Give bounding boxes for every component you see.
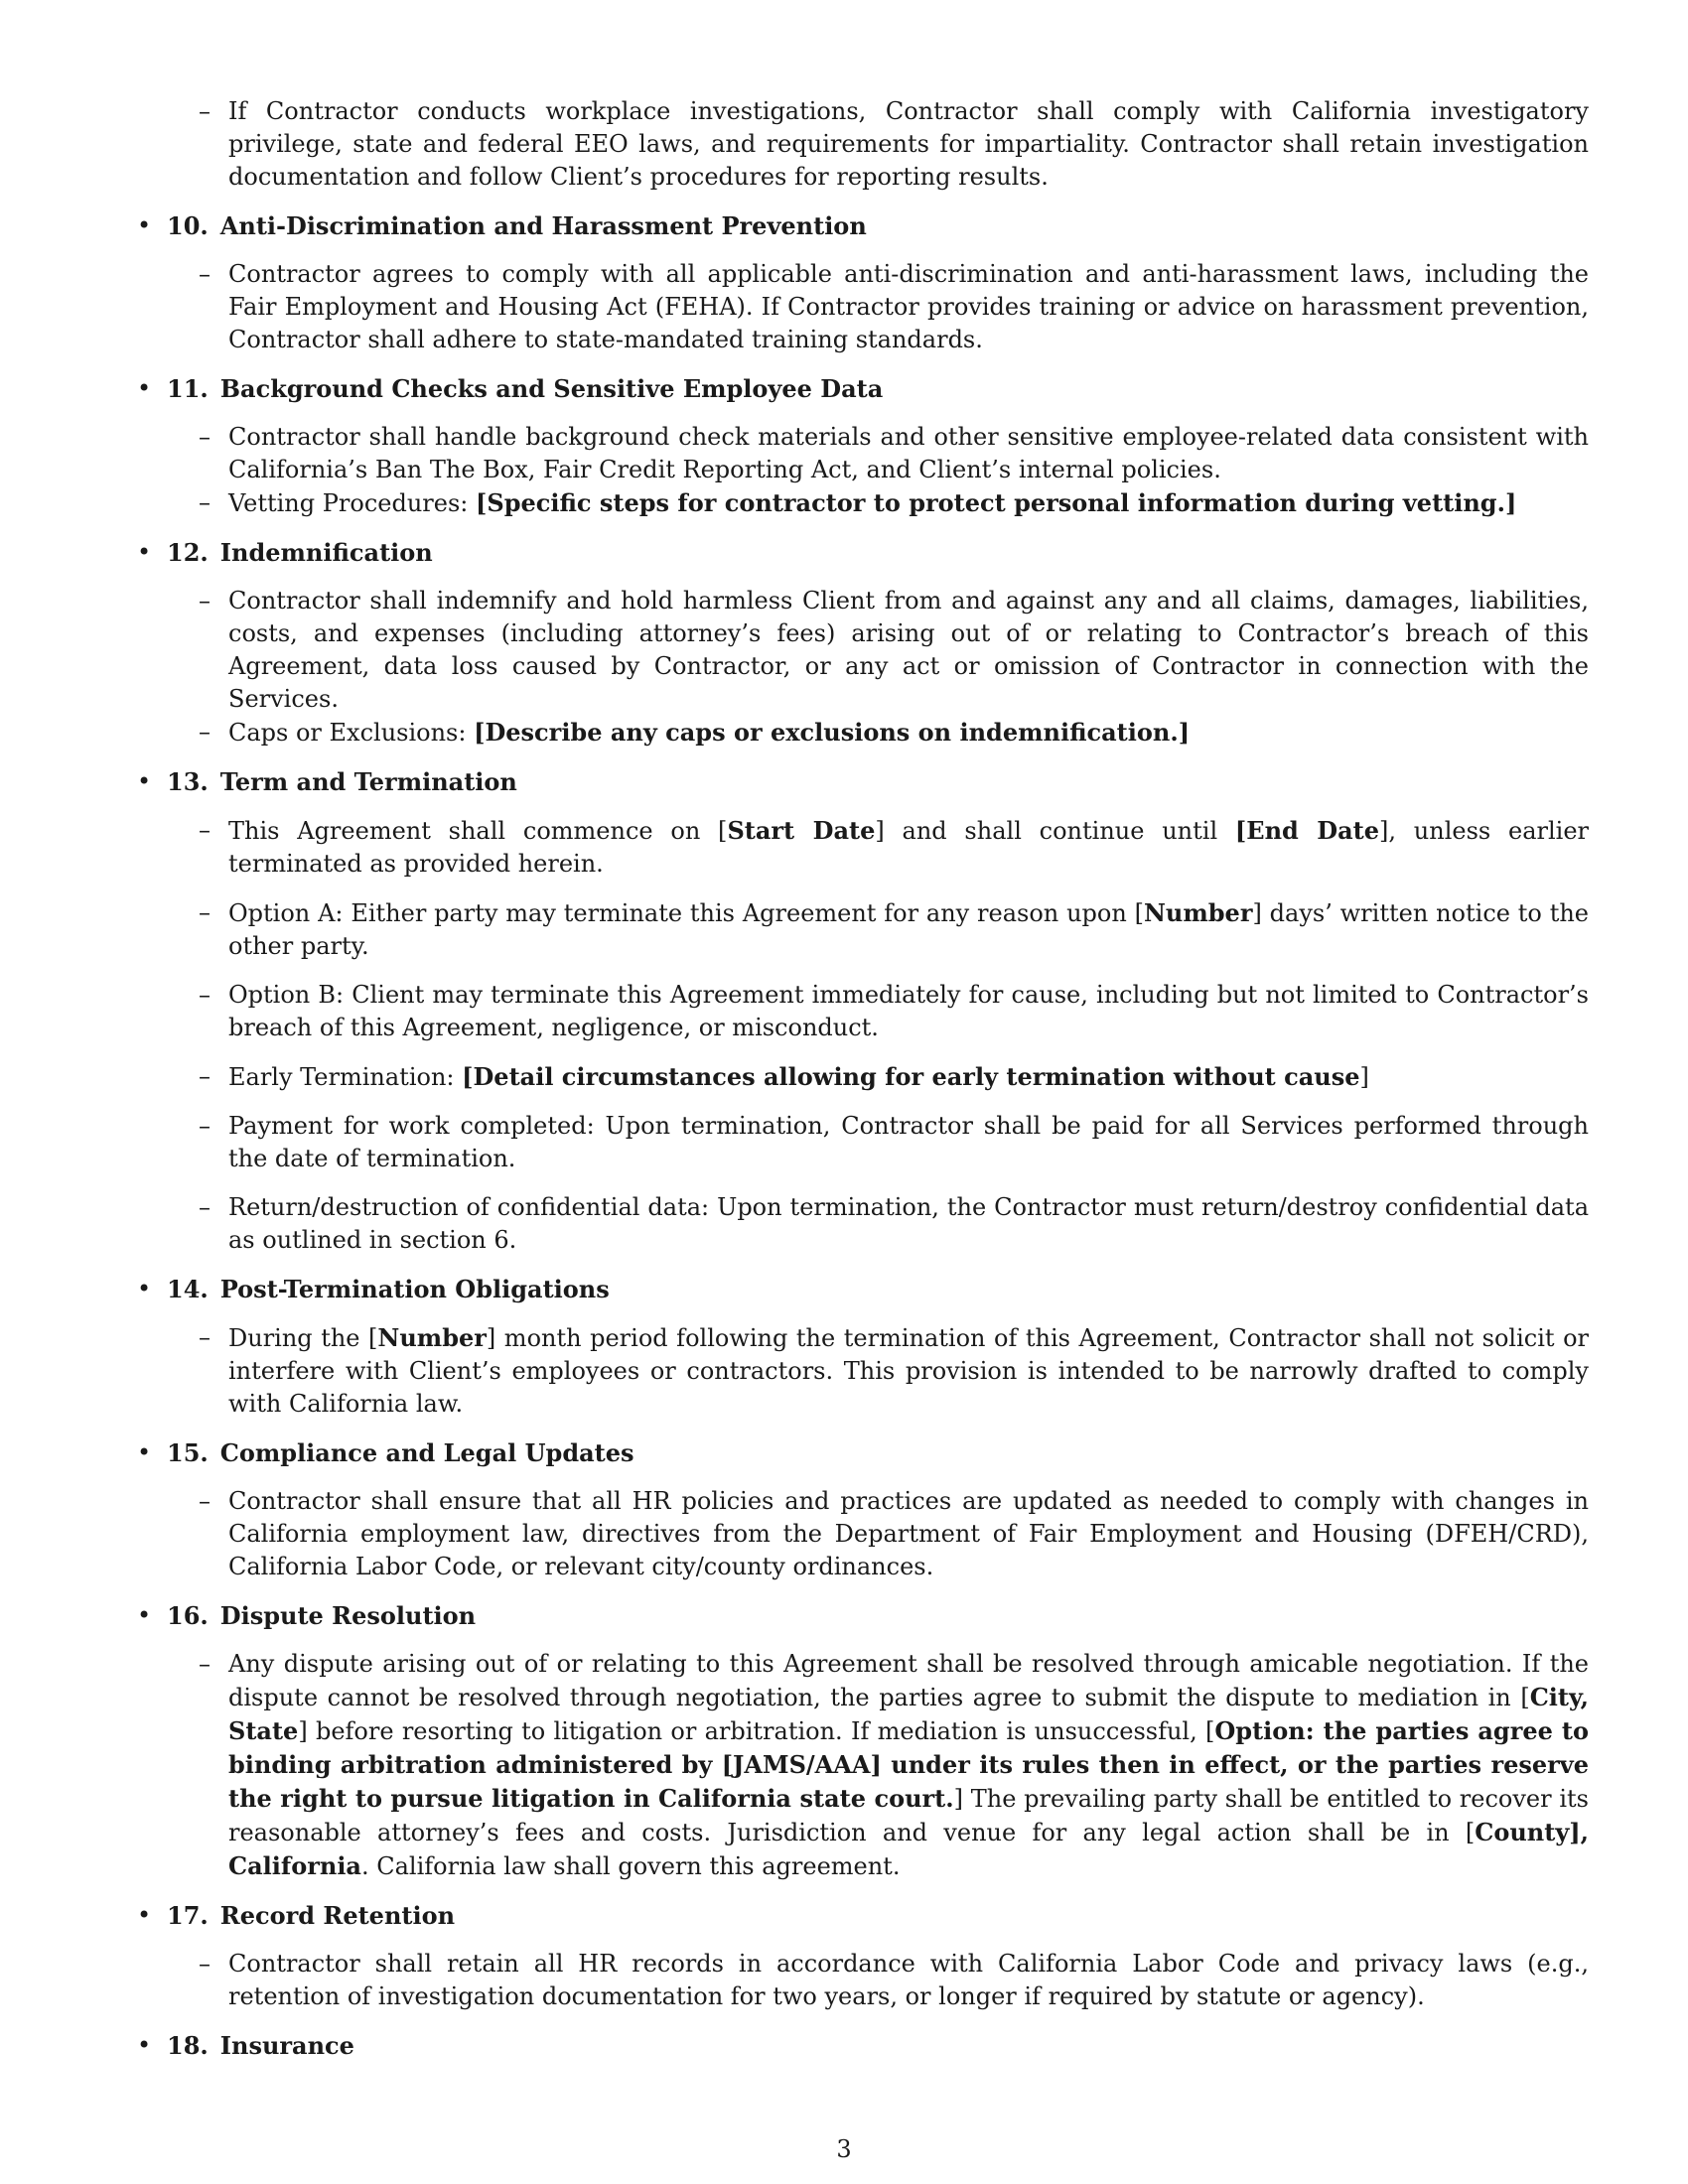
return-data-clause: – Return/destruction of confidential data: Upon termination, the Contractor must return/destroy confidential data as outlined in section 6. xyxy=(228,1191,1589,1257)
section-heading-10 xyxy=(167,209,1589,242)
section-heading-14 xyxy=(167,1273,1589,1305)
section-number: 18. xyxy=(167,2031,209,2060)
section-number: 14. xyxy=(167,1275,209,1303)
payment-clause: – Payment for work completed: Upon termination, Contractor shall be paid for all Services performed through the date of termination. xyxy=(228,1110,1589,1175)
section-12-clause: – Contractor shall indemnify and hold harmless Client from and against any and all claims, damages, liabilities, costs, and expenses (including attorney’s fees) arising out of or relating to Contractor’s breach of this Agreement, data loss caused by Contractor, or any act or omission of Contractor in connection with the Services. xyxy=(228,585,1589,716)
section-heading-18 xyxy=(167,2029,1589,2062)
section-title: Background Checks and Sensitive Employee Data xyxy=(219,374,884,403)
placeholder-field: [Describe any caps or exclusions on indemnification.] xyxy=(474,718,1191,747)
section-title: Dispute Resolution xyxy=(219,1601,477,1630)
contract-body xyxy=(129,95,1589,2078)
section-number: 13. xyxy=(167,767,209,796)
placeholder-field: [Specific steps for contractor to protect personal information during vetting.] xyxy=(476,488,1517,517)
section-heading-17 xyxy=(167,1899,1589,1932)
section-title: Post-Termination Obligations xyxy=(219,1275,610,1303)
section-title: Indemnification xyxy=(219,538,433,567)
placeholder-field: County], California xyxy=(228,1818,1589,1880)
investigation-clause: – If Contractor conducts workplace investigations, Contractor shall comply with California investigatory privilege, state and federal EEO laws, and requirements for impartiality. Contractor shall retain investigation documentation and follow Client’s procedures for reporting results. xyxy=(228,95,1589,194)
section-heading-11 xyxy=(167,372,1589,405)
section-14-clause: – During the [Number] month period following the termination of this Agreement, Contractor shall not solicit or interfere with Client’s employees or contractors. This provision is intended to be narrowly drafted to comply with California law. xyxy=(228,1321,1589,1421)
caps-exclusions-clause: – Caps or Exclusions: [Describe any caps or exclusions on indemnification.] xyxy=(228,716,1589,750)
section-15-clause: – Contractor shall ensure that all HR policies and practices are updated as needed to comply with changes in California employment law, directives from the Department of Fair Employment and Housing (DFEH/CRD), California Labor Code, or relevant city/county ordinances. xyxy=(228,1485,1589,1583)
placeholder-field: Option: the parties agree to binding arbitration administered by [JAMS/AAA] under its rules then in effect, or the parties reserve the right to pursue litigation in California state court. xyxy=(228,1716,1589,1813)
option-a-clause: – Option A: Either party may terminate this Agreement for any reason upon [Number] days’ written notice to the other party. xyxy=(228,896,1589,963)
vetting-procedures-clause: – Vetting Procedures: [Specific steps for contractor to protect personal information during vetting.] xyxy=(228,486,1589,520)
placeholder-field: Number xyxy=(377,1323,487,1352)
section-number: 12. xyxy=(167,538,209,567)
section-17-clause: – Contractor shall retain all HR records in accordance with California Labor Code and privacy laws (e.g., retention of investigation documentation for two years, or longer if required by statute or agency). xyxy=(228,1948,1589,2013)
section-number: 10. xyxy=(167,211,209,240)
section-number: 17. xyxy=(167,1901,209,1930)
placeholder-field: Start Date xyxy=(727,816,876,845)
early-termination-clause: – Early Termination: [Detail circumstances allowing for early termination without cause] xyxy=(228,1060,1589,1094)
section-10-clause: – Contractor agrees to comply with all applicable anti-discrimination and anti-harassment laws, including the Fair Employment and Housing Act (FEHA). If Contractor provides training or advice on harassment prevention, Contractor shall adhere to state-mandated training standards. xyxy=(228,258,1589,356)
section-title: Record Retention xyxy=(219,1901,456,1930)
section-number: 15. xyxy=(167,1438,209,1467)
section-title: Insurance xyxy=(219,2031,354,2060)
section-number: 16. xyxy=(167,1601,209,1630)
option-b-clause: – Option B: Client may terminate this Agreement immediately for cause, including but not limited to Contractor’s breach of this Agreement, negligence, or misconduct. xyxy=(228,979,1589,1044)
placeholder-field: City, State xyxy=(228,1683,1589,1745)
placeholder-field: Number xyxy=(1143,898,1253,927)
term-commencement-clause: – This Agreement shall commence on [Start Date] and shall continue until [End Date], unless earlier terminated as provided herein. xyxy=(228,814,1589,881)
page-number: 3 xyxy=(836,2135,852,2163)
section-heading-16 xyxy=(167,1599,1589,1632)
section-11-clause: – Contractor shall handle background check materials and other sensitive employee-related data consistent with California’s Ban The Box, Fair Credit Reporting Act, and Client’s internal policies. xyxy=(228,421,1589,486)
placeholder-field: [End Date xyxy=(1234,816,1380,845)
section-heading-15 xyxy=(167,1436,1589,1469)
section-title: Term and Termination xyxy=(219,767,517,796)
placeholder-field: [Detail circumstances allowing for early termination without cause xyxy=(462,1062,1360,1091)
section-title: Compliance and Legal Updates xyxy=(219,1438,634,1467)
section-title: Anti-Discrimination and Harassment Prevention xyxy=(219,211,867,240)
section-16-clause: – Any dispute arising out of or relating to this Agreement shall be resolved through amicable negotiation. If the dispute cannot be resolved through negotiation, the parties agree to submit the dispute to mediation in [City, State] before resorting to litigation or arbitration. If mediation is unsuccessful, [Option: the parties agree to binding arbitration administered by [JAMS/AAA] under its rules then in effect, or the parties reserve the right to pursue litigation in California state court.] The prevailing party shall be entitled to recover its reasonable attorney’s fees and costs. Jurisdiction and venue for any legal action shall be in [County], California. California law shall govern this agreement. xyxy=(228,1648,1589,1883)
section-number: 11. xyxy=(167,374,209,403)
section-heading-13 xyxy=(167,765,1589,798)
section-heading-12 xyxy=(167,536,1589,569)
